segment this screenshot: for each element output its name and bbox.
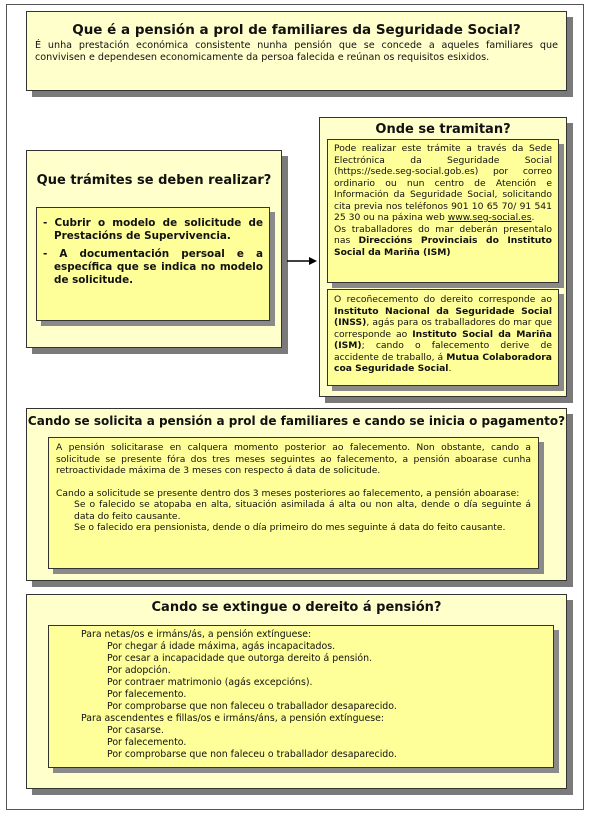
procedures-box	[26, 150, 282, 348]
when-apply-paragraph-1: A pensión solicitarase en calquera momento posterior ao falecemento. Non obstante, cando a solicitude se presente fóra dos tres meses seguintes ao falecemento, a pensión aboarase cunha retroactividade máxima de 3 meses con respecto á data de solicitude.	[56, 442, 531, 476]
extinction-title: Cando se extingue o dereito á pensión?	[151, 600, 442, 615]
arrow-right-icon	[287, 257, 317, 265]
procedures-list	[43, 217, 263, 287]
extinction-group-2: Para ascendentes e fillas/os e irmáns/áns, a pensión extínguese:	[81, 713, 385, 724]
what-is-pension-text: É unha prestación económica consistente nunha pensión que se concede a aqueles familiares que convivisen e dependesen economicamente da persoa falecida e reúnan os requisitos esixidos.	[35, 40, 558, 63]
where-processed-info: Pode realizar este trámite a través da Sede Electrónica da Seguridade Social (https://sede.seg-social.gob.es) por correo ordinario ou nun centro de Atención e Información da Seguridade Social, solicitando cita previa nos teléfonos 901 10 65 70/ 91 541 25 30 ou na páxina web www.seg-social.es. Os traballadores do mar deberán presentalo nas Direccións Provinciais do Instituto Social da Mariña (ISM)	[327, 139, 559, 283]
list-item: Por chegar á idade máxima, agás incapacitados.	[107, 641, 336, 652]
extinction-content	[48, 625, 554, 768]
seg-social-link[interactable]: www.seg-social.es	[447, 212, 532, 223]
list-item: Por contraer matrimonio (agás excepcións).	[107, 677, 313, 688]
extinction-group-1: Para netas/os e irmáns/ás, a pensión extínguese:	[81, 629, 312, 640]
procedures-list-box	[36, 207, 270, 321]
list-item: Por adopción.	[107, 665, 171, 676]
when-apply-paragraph-2: Cando a solicitude se presente dentro dos 3 meses posteriores ao falecemento, a pensión aboarase:	[56, 487, 520, 499]
when-apply-title: Cando se solicita a pensión a prol de familiares e cando se inicia o pagamento?	[27, 414, 566, 428]
list-item: - Cubrir o modelo de solicitude de Prestacións de Supervivencia.	[43, 217, 264, 242]
when-apply-box	[26, 408, 567, 581]
when-apply-content	[48, 437, 539, 569]
procedures-title: Que trámites se deben realizar?	[36, 173, 272, 188]
when-apply-sub-1: Se o falecido se atopaba en alta, situación asimilada á alta ou non alta, dende o día seguinte á data do feito causante.	[74, 499, 531, 522]
list-item: Por falecemento.	[107, 689, 187, 700]
what-is-pension-title: Que é a pensión a prol de familiares da Seguridade Social?	[72, 22, 521, 38]
list-item: Por casarse.	[107, 725, 164, 736]
extinction-box	[26, 594, 567, 789]
list-item: - A documentación persoal e a específica que se indica no modelo de solicitude.	[43, 248, 263, 286]
list-item: Por comprobarse que non faleceu o traballador desaparecido.	[107, 749, 397, 760]
where-processed-title: Onde se tramitan?	[375, 122, 511, 137]
when-apply-sub-2: Se o falecido era pensionista, dende o día primeiro do mes seguinte á data do feito causante.	[74, 522, 506, 533]
list-item: Por comprobarse que non faleceu o traballador desaparecido.	[107, 701, 397, 712]
recognition-info: O recoñecemento do dereito corresponde ao Instituto Nacional da Seguridade Social (INSS), agás para os traballadores do mar que corresponde ao Instituto Social da Mariña (ISM); cando o falecemento derive de accidente de traballo, á Mutua Colaboradora coa Seguridade Social.	[327, 289, 559, 386]
list-item: Por falecemento.	[107, 737, 187, 748]
list-item: Por cesar a incapacidade que outorga dereito á pensión.	[107, 653, 373, 664]
where-processed-box	[319, 117, 567, 397]
what-is-pension-box	[26, 11, 567, 91]
